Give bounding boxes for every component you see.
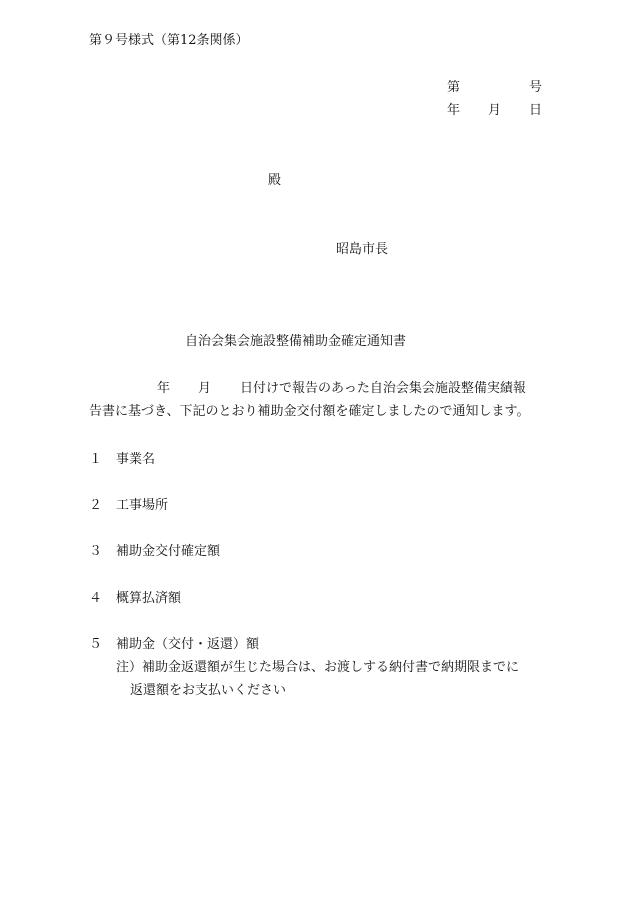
item-1-number: １ <box>89 452 103 467</box>
body-year: 年 <box>157 381 171 396</box>
doc-number-suffix: 号 <box>529 80 543 95</box>
item-5-number: ５ <box>89 637 103 652</box>
doc-number-prefix: 第 <box>447 80 461 95</box>
body-line-2: 告書に基づき、下記のとおり補助金交付額を確定しましたので通知します。 <box>89 404 530 419</box>
issuer: 昭島市長 <box>336 242 389 257</box>
note-line-1: 注）補助金返還額が生じた場合は、お渡しする納付書で納期限までに <box>116 660 520 675</box>
item-2-label: 工事場所 <box>116 498 169 513</box>
addressee-suffix: 殿 <box>268 173 282 188</box>
item-4-label: 概算払済額 <box>116 591 182 606</box>
item-3-number: ３ <box>89 544 103 559</box>
date-month: 月 <box>488 103 502 118</box>
item-5-label: 補助金（交付・返還）額 <box>116 637 260 652</box>
item-2-number: ２ <box>89 498 103 513</box>
form-label: 第９号様式（第12条関係） <box>89 33 249 48</box>
item-3-label: 補助金交付確定額 <box>116 544 221 559</box>
document-title: 自治会集会施設整備補助金確定通知書 <box>185 334 407 349</box>
item-1-label: 事業名 <box>116 452 156 467</box>
note-line-2: 返還額をお支払いください <box>130 683 287 698</box>
body-line-1: 日付けで報告のあった自治会集会施設整備実績報 <box>240 381 526 396</box>
date-day: 日 <box>529 103 543 118</box>
date-year: 年 <box>447 103 461 118</box>
item-4-number: ４ <box>89 591 103 606</box>
body-month: 月 <box>198 381 212 396</box>
